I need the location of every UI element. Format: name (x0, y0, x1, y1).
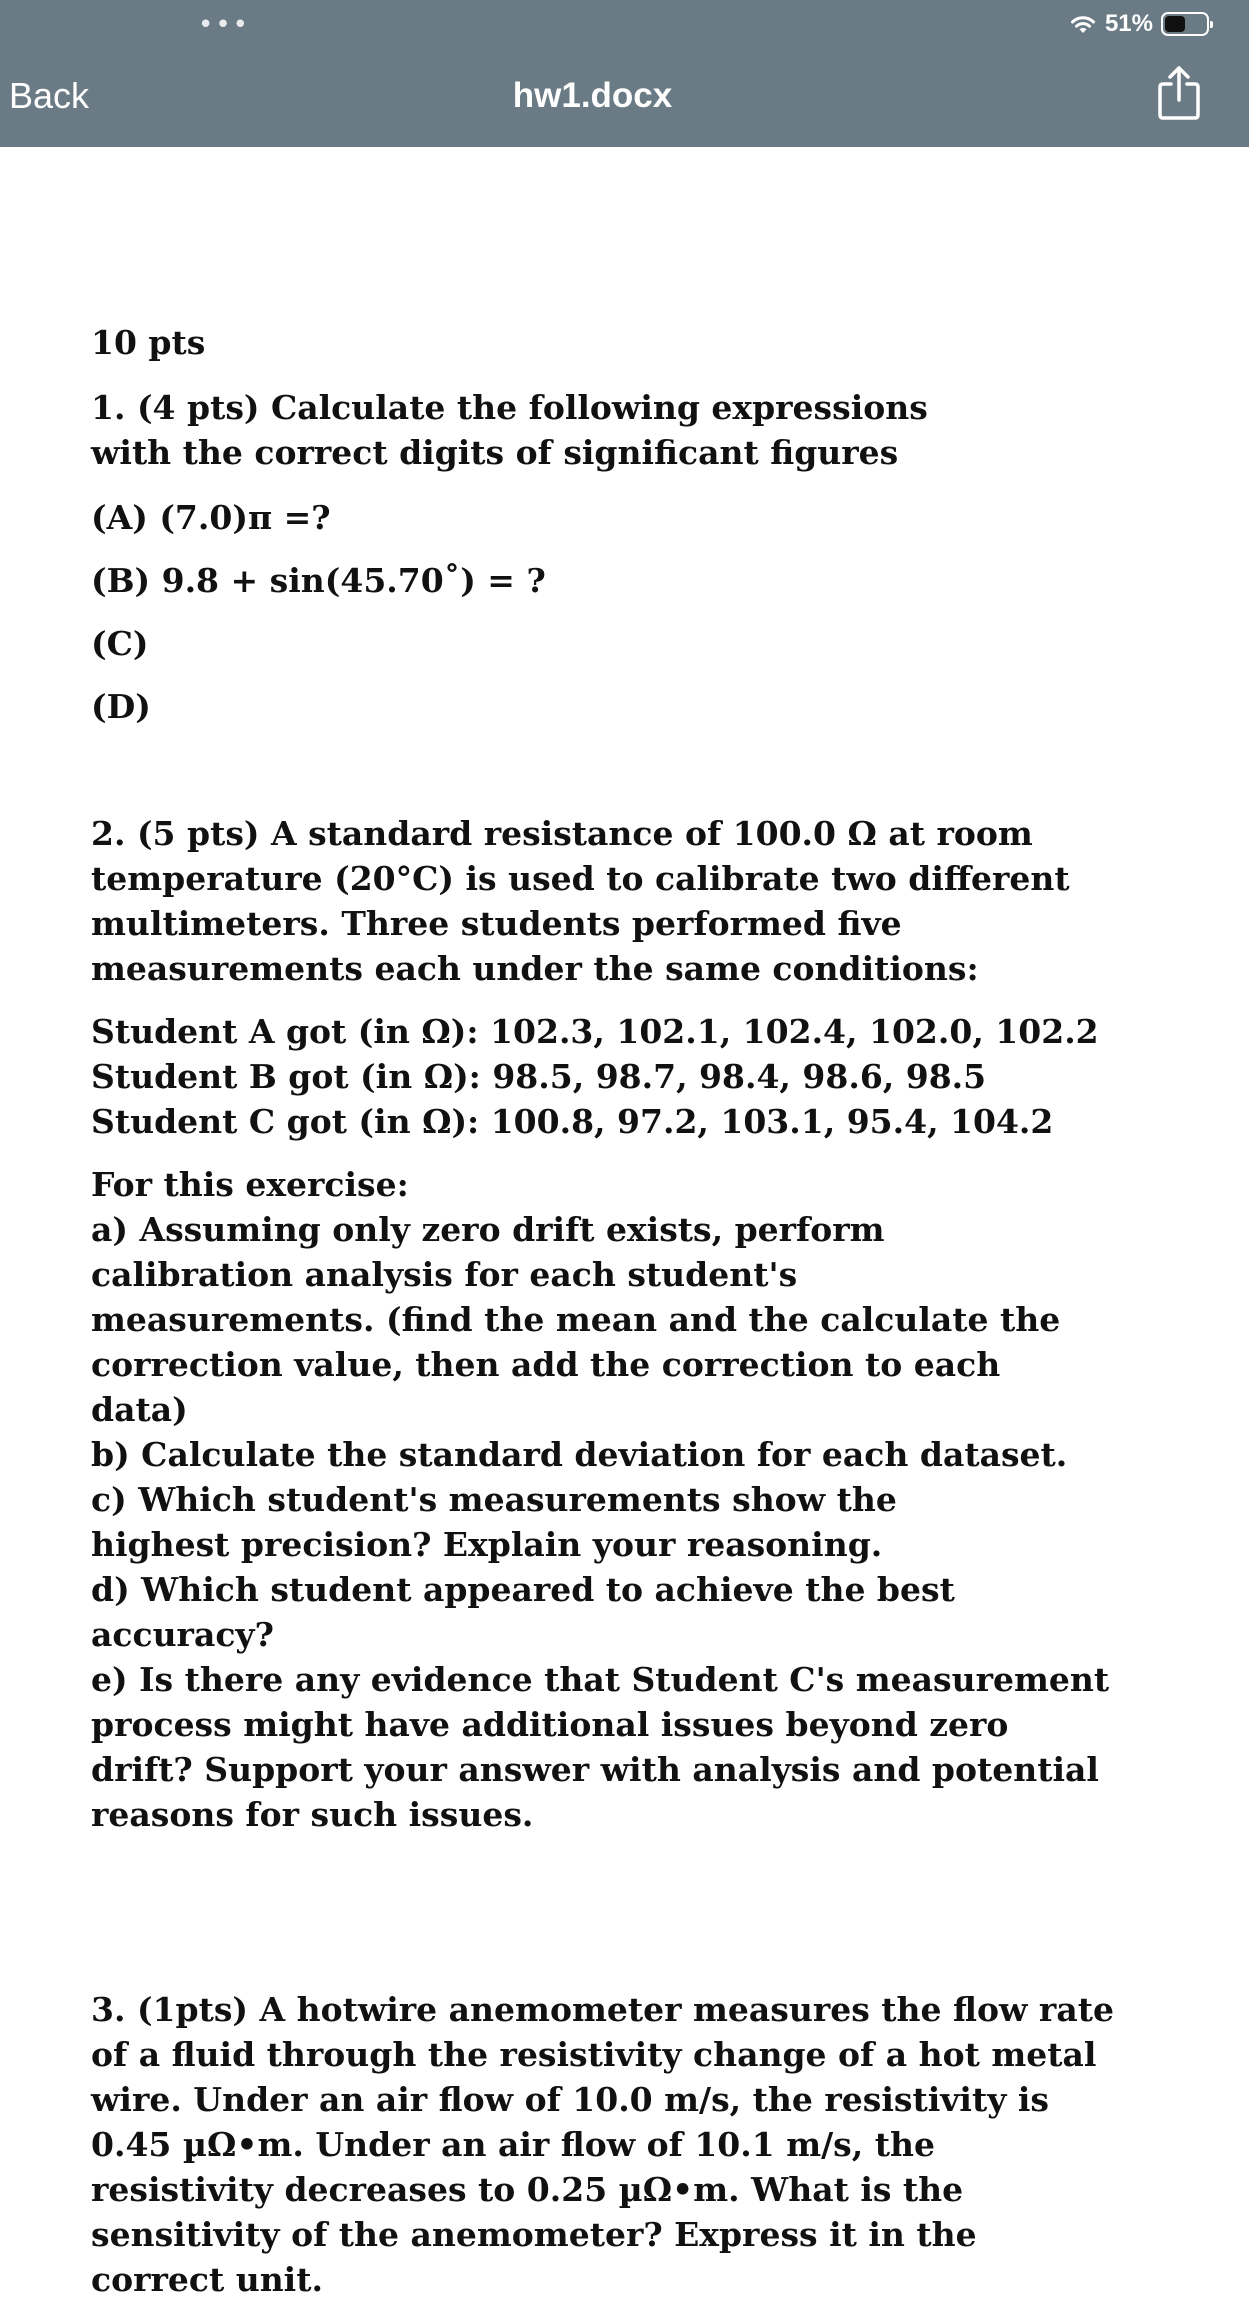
battery-icon (1161, 12, 1209, 36)
back-button[interactable]: Back (9, 75, 90, 116)
multitasking-dots[interactable]: ••• (198, 10, 251, 40)
q1-part-b: (B) 9.8 + sin(45.70˚) = ? (91, 561, 546, 600)
q2-part-a: a) Assuming only zero drift exists, perform calibration analysis for each student's measurements. (find the mean and the calculate the correction value, then add the correction to each data) (91, 1210, 1061, 1429)
q3-prompt: 3. (1pts) A hotwire anemometer measures the flow rate of a fluid through the resistivity change of a hot metal wire. Under an air flow of 10.0 m/s, the resistivity is 0.45 µΩ•m. Under an air flow of 10.1 m/s, the resistivity decreases to 0.25 µΩ•m. What is the sensitivity of the anemometer? Express it in the correct unit. (91, 1990, 1114, 2299)
points-header: 10 pts (91, 323, 206, 362)
q2-exercise-intro: For this exercise: (91, 1165, 409, 1204)
q2-part-e: e) Is there any evidence that Student C's measurement process might have additional issues beyond zero drift? Support your answer with analysis and potential reasons for such issues. (91, 1660, 1110, 1834)
q1-part-c: (C) (91, 624, 149, 663)
status-bar (0, 0, 1249, 48)
status-indicators (1069, 9, 1209, 39)
q1-prompt: 1. (4 pts) Calculate the following expressions with the correct digits of significant figures (91, 388, 928, 472)
wifi-icon (1069, 13, 1097, 35)
q2-student-a: Student A got (in Ω): 102.3, 102.1, 102.4, 102.0, 102.2 (91, 1012, 1099, 1051)
q2-prompt: 2. (5 pts) A standard resistance of 100.0 Ω at room temperature (20°C) is used to calibrate two different multimeters. Three students performed five measurements each under the same conditions: (91, 814, 1070, 988)
q2-student-c: Student C got (in Ω): 100.8, 97.2, 103.1, 95.4, 104.2 (91, 1102, 1054, 1141)
q1-part-d: (D) (91, 687, 151, 726)
q2-part-d: d) Which student appeared to achieve the best accuracy? (91, 1570, 955, 1654)
battery-percent: 51% (1104, 10, 1153, 37)
document-body (91, 320, 1121, 2302)
battery-level (1165, 16, 1185, 32)
share-icon[interactable] (1155, 62, 1203, 122)
top-bar (0, 0, 1249, 147)
q1-part-a: (A) (7.0)π =? (91, 498, 331, 537)
q2-part-b: b) Calculate the standard deviation for each dataset. (91, 1435, 1068, 1474)
q2-student-b: Student B got (in Ω): 98.5, 98.7, 98.4, 98.6, 98.5 (91, 1057, 987, 1096)
q2-part-c: c) Which student's measurements show the highest precision? Explain your reasoning. (91, 1480, 897, 1564)
document-title: hw1.docx (512, 76, 673, 115)
